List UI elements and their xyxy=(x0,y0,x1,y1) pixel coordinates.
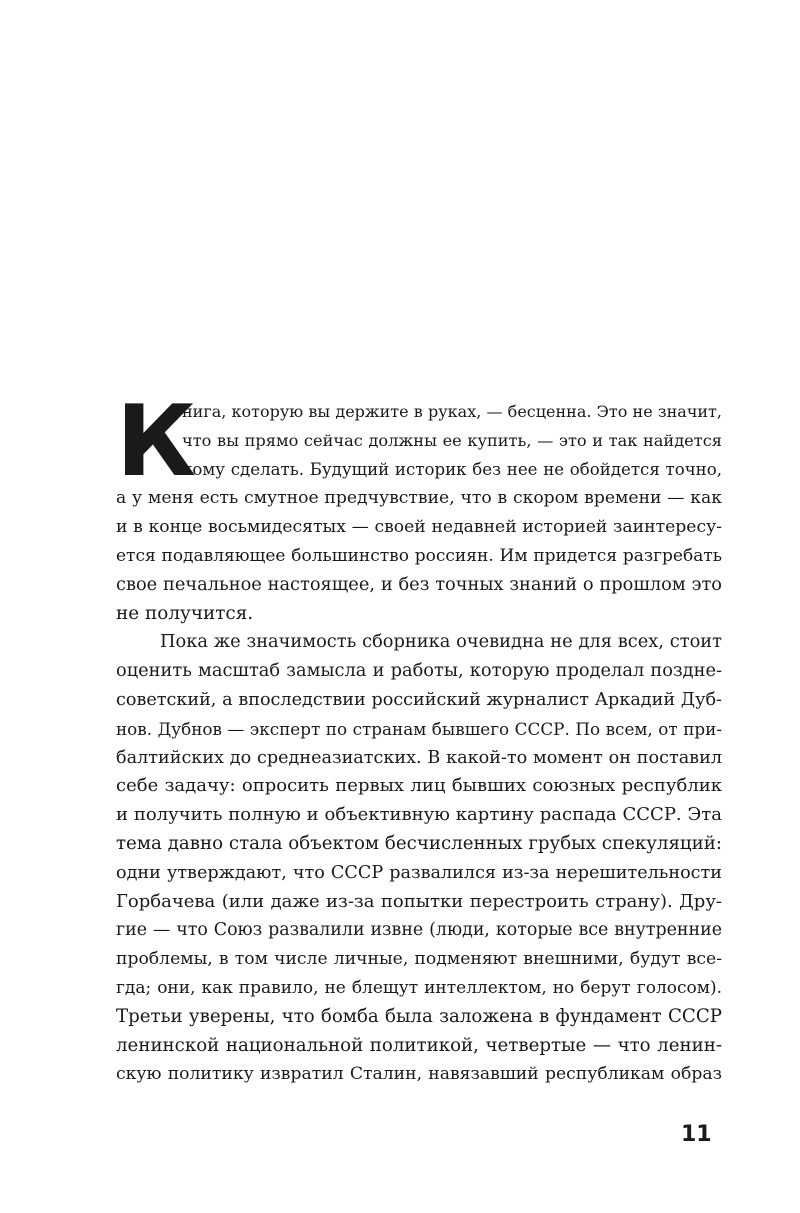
text-line: скую политику извратил Сталин, навязавший республикам образ xyxy=(116,1064,722,1085)
text-line: кому сделать. Будущий историк без нее не обойдется точно, xyxy=(182,459,722,479)
main-text xyxy=(116,385,722,1089)
text-line: Третьи уверены, что бомба была заложена в фундамент СССР xyxy=(116,1005,722,1027)
text-line: ленинской национальной политикой, четвертые — что ленин- xyxy=(116,1034,722,1056)
text-line: что вы прямо сейчас должны ее купить, — это и так найдется xyxy=(182,430,722,450)
paragraph-1 xyxy=(116,385,722,628)
text-line: себе задачу: опросить первых лиц бывших союзных республик xyxy=(116,775,722,797)
paragraph-2 xyxy=(116,628,722,1089)
text-line: и в конце восьмидесятых — своей недавней историей заинтересу- xyxy=(116,517,722,538)
text-line: советский, а впоследствии российский журналист Аркадий Дуб- xyxy=(116,689,722,710)
text-line: проблемы, в том числе личные, подменяют внешними, будут все- xyxy=(116,949,722,970)
text-line: гие — что Союз развалили извне (люди, которые все внутренние xyxy=(116,920,722,941)
text-line: а у меня есть смутное предчувствие, что в скором времени — как xyxy=(116,488,722,509)
text-line: не получится. xyxy=(116,602,254,624)
text-line: и получить полную и объективную картину распада СССР. Эта xyxy=(116,804,722,826)
text-line: нига, которую вы держите в руках, — бесценна. Это не значит, xyxy=(182,402,722,421)
drop-cap: К xyxy=(116,385,197,499)
text-line: ется подавляющее большинство россиян. Им придется разгребать xyxy=(116,545,722,566)
text-line: свое печальное настоящее, и без точных знаний о прошлом это xyxy=(116,573,722,595)
text-line: балтийских до среднеазиатских. В какой-то момент он поставил xyxy=(116,747,722,768)
page-number: 11 xyxy=(681,1122,712,1147)
text-line: Горбачева (или даже из-за попытки перестроить страну). Дру- xyxy=(116,890,722,912)
text-line: Пока же значимость сборника очевидна не для всех, стоит xyxy=(160,631,722,653)
text-line: одни утверждают, что СССР развалился из-за нерешительности xyxy=(116,862,722,883)
text-line: оценить масштаб замысла и работы, которую проделал поздне- xyxy=(116,660,722,682)
text-line: нов. Дубнов — эксперт по странам бывшего СССР. По всем, от при- xyxy=(116,718,722,739)
text-line: тема давно стала объектом бесчисленных грубых спекуляций: xyxy=(116,832,722,854)
text-line: гда; они, как правило, не блещут интеллектом, но берут голосом). xyxy=(116,977,722,998)
